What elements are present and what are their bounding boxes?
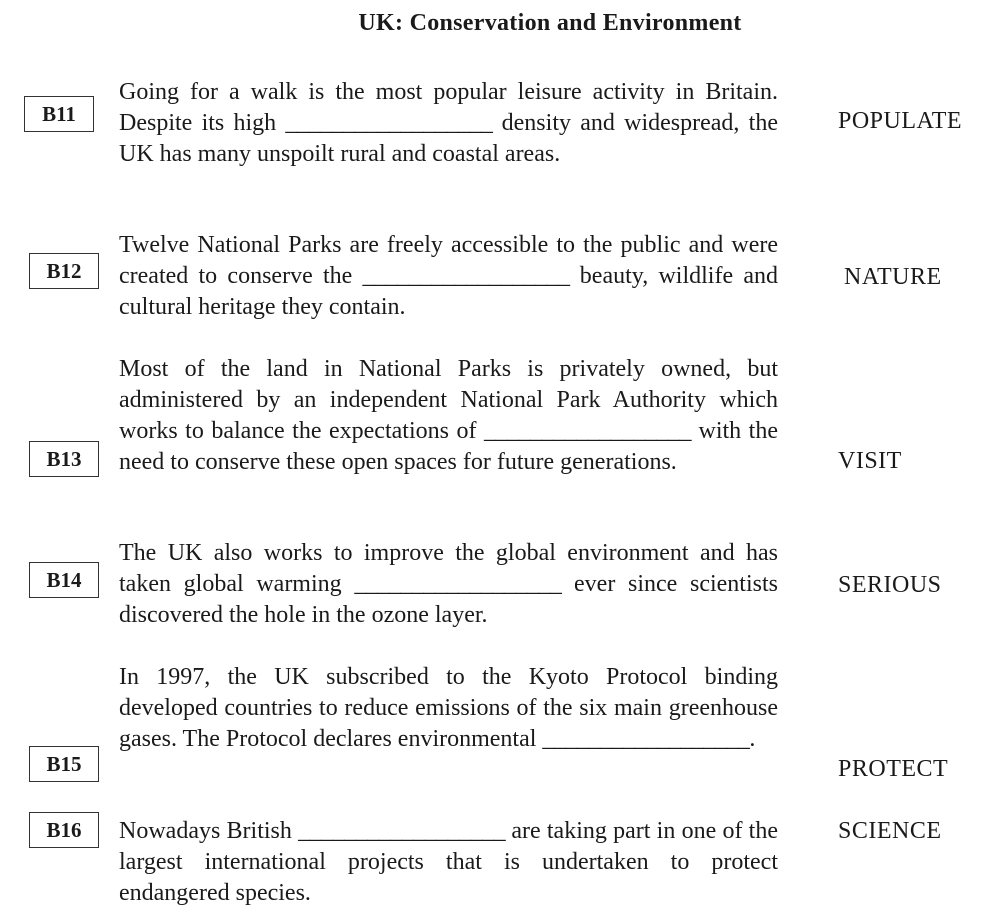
question-label-b12: B12	[29, 253, 99, 289]
text-before-b12: Twelve National Parks are freely accessible to the public and were created to conserve the	[119, 232, 778, 289]
answer-blank-b15[interactable]: __________________	[542, 726, 750, 752]
question-text-b15	[119, 662, 778, 755]
text-before-b15: In 1997, the UK subscribed to the Kyoto Protocol binding developed countries to reduce emissions of the six main greenhouse gases. The Protocol declares environmental	[119, 664, 778, 752]
page-title: UK: Conservation and Environment	[358, 10, 742, 36]
root-word-b14: SERIOUS	[838, 572, 942, 598]
answer-blank-b14[interactable]: __________________	[354, 571, 562, 597]
text-after-b14: ever since scientists discovered the hole in the ozone layer.	[119, 571, 778, 628]
root-word-b13: VISIT	[838, 448, 902, 474]
root-word-b15: PROTECT	[838, 756, 949, 782]
text-before-b11: Going for a walk is the most popular leisure activity in Britain. Despite its high	[119, 79, 778, 136]
question-text-b16	[119, 816, 778, 909]
text-before-b14: The UK also works to improve the global environment and has taken global warming	[119, 540, 778, 597]
answer-blank-b12[interactable]: __________________	[362, 263, 570, 289]
root-word-b11: POPULATE	[838, 108, 963, 134]
question-text-b14	[119, 538, 778, 631]
text-after-b11: density and widespread, the UK has many unspoilt rural and coastal areas.	[119, 110, 778, 167]
answer-blank-b16[interactable]: __________________	[298, 818, 506, 844]
text-before-b16: Nowadays British	[119, 818, 299, 844]
root-word-b16: SCIENCE	[838, 818, 942, 844]
text-after-b13: with the need to conserve these open spaces for future generations.	[119, 418, 778, 475]
question-label-b15: B15	[29, 746, 99, 782]
root-word-b12: NATURE	[844, 264, 942, 290]
text-after-b12: beauty, wildlife and cultural heritage they contain.	[119, 263, 779, 320]
question-text-b12	[119, 230, 778, 323]
text-before-b13: Most of the land in National Parks is privately owned, but administered by an independent National Park Authority which works to balance the expectations of	[119, 356, 778, 444]
question-label-b16: B16	[29, 812, 99, 848]
question-text-b13	[119, 354, 778, 478]
question-label-b14: B14	[29, 562, 99, 598]
question-text-b11	[119, 77, 778, 170]
question-label-b11: B11	[24, 96, 94, 132]
answer-blank-b13[interactable]: __________________	[483, 418, 691, 444]
question-label-b13: B13	[29, 441, 99, 477]
text-after-b16: are taking part in one of the largest international projects that is undertaken to protect endangered species.	[119, 818, 778, 906]
text-after-b15: .	[749, 726, 756, 752]
answer-blank-b11[interactable]: __________________	[285, 110, 493, 136]
